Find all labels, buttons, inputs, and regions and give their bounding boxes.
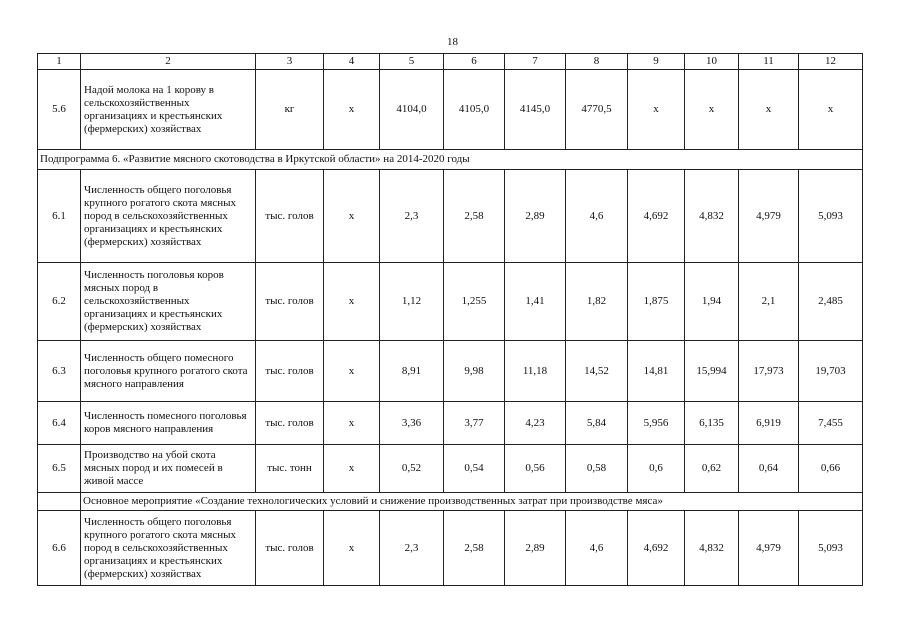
value-col-6: 9,98 (444, 341, 505, 402)
value-col-7: 4,23 (505, 402, 566, 445)
value-col-10: 6,135 (685, 402, 739, 445)
value-col-6: 2,58 (444, 511, 505, 586)
indicator-name: Численность поголовья коров мясных пород в сельскохозяйственных организациях и крестьянских (фермерских) хозяйствах (81, 263, 256, 341)
unit: тыс. голов (256, 511, 324, 586)
value-col-5: 0,52 (380, 445, 444, 493)
header-cell-10: 10 (685, 54, 739, 70)
row-number: 6.1 (38, 170, 81, 263)
header-cell-2: 2 (81, 54, 256, 70)
value-col-9: 4,692 (628, 170, 685, 263)
value-col-4: х (324, 170, 380, 263)
table-row (38, 445, 863, 493)
header-cell-6: 6 (444, 54, 505, 70)
value-col-10: 15,994 (685, 341, 739, 402)
value-col-5: 3,36 (380, 402, 444, 445)
value-col-9: х (628, 70, 685, 150)
table-row (38, 170, 863, 263)
value-col-6: 1,255 (444, 263, 505, 341)
value-col-7: 0,56 (505, 445, 566, 493)
value-col-5: 8,91 (380, 341, 444, 402)
subsection-title: Основное мероприятие «Создание технологических условий и снижение производственных затрат при производстве мяса» (81, 493, 863, 511)
value-col-10: 4,832 (685, 511, 739, 586)
header-cell-11: 11 (739, 54, 799, 70)
value-col-12: 7,455 (799, 402, 863, 445)
value-col-4: х (324, 402, 380, 445)
row-number: 6.4 (38, 402, 81, 445)
value-col-9: 0,6 (628, 445, 685, 493)
indicator-name: Надой молока на 1 корову в сельскохозяйственных организациях и крестьянских (фермерских) хозяйствах (81, 70, 256, 150)
header-cell-12: 12 (799, 54, 863, 70)
header-cell-5: 5 (380, 54, 444, 70)
value-col-4: х (324, 511, 380, 586)
header-cell-9: 9 (628, 54, 685, 70)
value-col-10: 4,832 (685, 170, 739, 263)
value-col-4: х (324, 341, 380, 402)
value-col-9: 14,81 (628, 341, 685, 402)
value-col-11: 0,64 (739, 445, 799, 493)
value-col-12: х (799, 70, 863, 150)
value-col-11: 6,919 (739, 402, 799, 445)
value-col-5: 1,12 (380, 263, 444, 341)
value-col-10: х (685, 70, 739, 150)
indicator-name: Численность помесного поголовья коров мясного направления (81, 402, 256, 445)
header-cell-7: 7 (505, 54, 566, 70)
value-col-9: 4,692 (628, 511, 685, 586)
value-col-10: 1,94 (685, 263, 739, 341)
indicator-name: Производство на убой скота мясных пород и их помесей в живой массе (81, 445, 256, 493)
value-col-12: 19,703 (799, 341, 863, 402)
value-col-10: 0,62 (685, 445, 739, 493)
value-col-8: 1,82 (566, 263, 628, 341)
value-col-9: 1,875 (628, 263, 685, 341)
row-number: 6.2 (38, 263, 81, 341)
value-col-8: 5,84 (566, 402, 628, 445)
indicator-name: Численность общего поголовья крупного рогатого скота мясных пород в сельскохозяйственных организациях и крестьянских (фермерских) хозяйствах (81, 170, 256, 263)
value-col-7: 4145,0 (505, 70, 566, 150)
value-col-9: 5,956 (628, 402, 685, 445)
value-col-11: х (739, 70, 799, 150)
indicator-name: Численность общего помесного поголовья крупного рогатого скота мясного направления (81, 341, 256, 402)
header-cell-3: 3 (256, 54, 324, 70)
table-row (38, 402, 863, 445)
row-number: 6.6 (38, 511, 81, 586)
value-col-6: 2,58 (444, 170, 505, 263)
unit: тыс. тонн (256, 445, 324, 493)
section-row (38, 150, 863, 170)
value-col-6: 4105,0 (444, 70, 505, 150)
value-col-11: 4,979 (739, 170, 799, 263)
header-row (38, 54, 863, 70)
header-cell-1: 1 (38, 54, 81, 70)
value-col-6: 0,54 (444, 445, 505, 493)
table-row (38, 341, 863, 402)
value-col-12: 0,66 (799, 445, 863, 493)
value-col-11: 17,973 (739, 341, 799, 402)
row-number: 5.6 (38, 70, 81, 150)
unit: тыс. голов (256, 341, 324, 402)
value-col-5: 4104,0 (380, 70, 444, 150)
value-col-6: 3,77 (444, 402, 505, 445)
unit: тыс. голов (256, 402, 324, 445)
empty-cell (38, 493, 81, 511)
value-col-12: 5,093 (799, 170, 863, 263)
value-col-11: 2,1 (739, 263, 799, 341)
header-cell-4: 4 (324, 54, 380, 70)
header-cell-8: 8 (566, 54, 628, 70)
value-col-12: 2,485 (799, 263, 863, 341)
value-col-4: х (324, 263, 380, 341)
row-number: 6.5 (38, 445, 81, 493)
page-number: 18 (447, 36, 458, 48)
value-col-7: 1,41 (505, 263, 566, 341)
unit: тыс. голов (256, 170, 324, 263)
unit: кг (256, 70, 324, 150)
table-row (38, 511, 863, 586)
value-col-11: 4,979 (739, 511, 799, 586)
indicator-name: Численность общего поголовья крупного рогатого скота мясных пород в сельскохозяйственных организациях и крестьянских (фермерских) хозяйствах (81, 511, 256, 586)
value-col-7: 11,18 (505, 341, 566, 402)
value-col-7: 2,89 (505, 170, 566, 263)
value-col-8: 4770,5 (566, 70, 628, 150)
value-col-8: 4,6 (566, 511, 628, 586)
table-row (38, 70, 863, 150)
table-row (38, 263, 863, 341)
row-number: 6.3 (38, 341, 81, 402)
value-col-12: 5,093 (799, 511, 863, 586)
indicators-table (37, 53, 863, 586)
unit: тыс. голов (256, 263, 324, 341)
value-col-4: х (324, 70, 380, 150)
subsection-row (38, 493, 863, 511)
value-col-8: 14,52 (566, 341, 628, 402)
value-col-7: 2,89 (505, 511, 566, 586)
value-col-4: х (324, 445, 380, 493)
value-col-5: 2,3 (380, 511, 444, 586)
value-col-8: 4,6 (566, 170, 628, 263)
section-title: Подпрограмма 6. «Развитие мясного скотоводства в Иркутской области» на 2014-2020 годы (38, 150, 863, 170)
value-col-5: 2,3 (380, 170, 444, 263)
value-col-8: 0,58 (566, 445, 628, 493)
